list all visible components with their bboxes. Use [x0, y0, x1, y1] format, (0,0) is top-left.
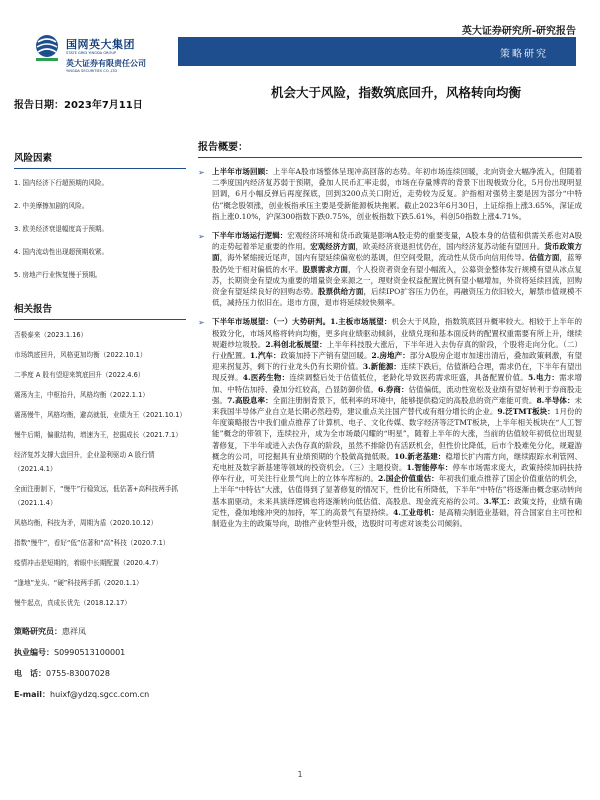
para-lead: 8.半导体： — [536, 395, 575, 405]
para-text: 年初我们重点推荐了国企价值重估的机会，上半年“中特估”大涨，估值得到了显著修复的情况下，性价比有所降低，下半年“中特估”将逐渐由概念驱动转向基本面驱动，未来具演绎逻辑也将逐渐转向低估值、高股息、现金流充裕的公司。 — [212, 474, 583, 506]
para-text: 宏观经济环境和货币政策是影响A股走势的重要变量，A股本身的估值和供需关系也对A股的走势起着举足重要的作用。 — [212, 231, 583, 252]
risk-item: 4. 国内流动性出现超预期收紧。 — [14, 248, 109, 256]
para-lead: 2.房地产： — [371, 351, 410, 361]
para-text: 是高精尖制造业基础，符合国家自主可控和制造业为主的政策导向，助推产业转型升级，选股时可考虑对该类公司倾斜。 — [212, 507, 582, 529]
analyst-phone-row — [14, 668, 186, 679]
analyst-name-label: 策略研究员： — [14, 627, 62, 636]
para-lead: 1.智能停车： — [406, 463, 453, 473]
related-item[interactable]: 震荡慢牛，风格均衡，避高就低，业绩为王（2021.10.1） — [14, 411, 187, 419]
risk-item: 2. 中美摩擦加剧的风险。 — [14, 202, 89, 210]
para-lead: 股票供给方面 — [318, 287, 364, 297]
risk-list — [14, 177, 186, 279]
analyst-email[interactable]: huixf@ydzq.sgcc.com.cn — [50, 690, 150, 699]
para-lead: 股票需求方面 — [302, 264, 348, 274]
para-lead: 3.新能源： — [362, 362, 401, 372]
para-lead: 2.科创北板展望： — [265, 339, 327, 349]
related-item[interactable]: 震荡为主，中枢抬升，风格均衡（2022.1.1） — [14, 391, 149, 399]
related-item[interactable]: 风格均衡，科技为矛，周期为盾（2020.10.12） — [14, 519, 158, 527]
analyst-name-row — [14, 626, 186, 637]
para-text: 部分A股房企退市加速出清后，叠加政策刺激，有望迎来拐复苏，剩下的行业龙头仍有长期价值。 — [212, 351, 582, 372]
logo-subsidiary: 英大证券有限责任公司 — [66, 59, 146, 68]
para-lead: 上半年市场回顾： — [212, 167, 273, 176]
para-text: 上半年A股市场整体呈现冲高回落的态势。年初市场连续回暖，北向资金大幅净流入，但随着二季度国内经济复苏弱于预期，叠加人民币汇率走弱，市场在存量博弈的背景下出现极致分化，5月份出现明显回调，6月小幅反弹后再度探底，回到3200点关口附近，走势较为反复。沪指相对强势主要是因为部分“中特估”概念股领涨，创业板指承压主要是受新能源板块拖累。截止2023年6月30日，上证综指上涨3.65%，深证成指上涨0.10%，沪深300指数下跌0.75%，创业板指数下跌5.61%，科创50指数上涨4.71%。 — [212, 167, 582, 221]
risk-item: 3. 欧美经济衰退幅度高于预期。 — [14, 225, 109, 233]
para-text: 连续调整后处于估值低位，老龄化导致医药需求旺盛，具备配置价值。 — [289, 373, 528, 383]
related-item[interactable]: 指数“慢牛”，看好“低”估著和“高”科技（2020.7.1） — [14, 539, 170, 547]
para-text: ，海外紧缩接近尾声，国内有望延续偏宽松的基调，但空间受限，流动性从货币向信用传导。 — [219, 253, 530, 263]
summary-section — [198, 138, 582, 537]
para-lead: 3.军工： — [483, 496, 515, 506]
logo-subsidiary-en: YINGDA SECURITIES CO.,LTD — [66, 69, 118, 73]
page-number: 1 — [297, 770, 303, 779]
triangle-bullet-icon: ➢ — [198, 232, 205, 242]
sidebar — [14, 150, 186, 710]
triangle-bullet-icon: ➢ — [198, 168, 205, 177]
para-lead: 2.国企价值重估： — [378, 474, 439, 484]
risk-heading: 风险因素 — [14, 150, 186, 169]
category-bar — [178, 37, 576, 66]
analyst-cert: S0990513100001 — [54, 648, 126, 657]
analyst-cert-row — [14, 647, 186, 658]
related-item[interactable]: 全面注册制下，“慢牛”行稳致远，低估著+高科技两手抓（2021.1.4） — [14, 485, 179, 507]
risk-item: 1. 国内经济下行超预期的风险。 — [14, 179, 109, 187]
analyst-name: 惠祥凤 — [62, 627, 86, 636]
analyst-email-label: E-mail： — [14, 690, 51, 699]
summary-paragraph-review — [198, 166, 582, 222]
logo-name-en: STATE GRID YINGDA GROUP — [66, 51, 117, 55]
related-item[interactable]: “逢地”龙头、“硬”科技两手抓（2020.1.1） — [14, 579, 143, 587]
para-text: 机会大于风险，指数筑底回升概率较大。相较于上半年的极致分化，市场风格将转向均衡，更多向业绩驱动倾斜，业绩兑现和基本面反转的配置权重需要有所上升，继续规避炒垃圾股。 — [212, 317, 582, 349]
related-item[interactable]: 市场筑底回升，风格更加均衡（2022.10.1） — [14, 351, 147, 359]
para-text: 稳增长扩内需方向，继续跟踪水利管网、充电桩及数字新基建等领域的投资机会。（三）主题投资。 — [212, 451, 582, 473]
report-title: 机会大于风险，指数筑底回升，风格转向均衡 — [271, 85, 522, 100]
para-lead: 9.泛TMT板块： — [497, 407, 555, 417]
para-lead: 1.汽车： — [249, 351, 281, 361]
related-item[interactable]: 二季度 A 股有望迎来筑底回升（2022.4.6） — [14, 371, 145, 379]
related-item[interactable]: 慢牛后期，偏重结构，增速为王，挖掘成长（2021.7.1） — [14, 431, 182, 439]
para-lead: 宏观经济方面 — [310, 242, 356, 252]
para-text: 上半年科技股大涨后，下半年进入去伪存真的阶段，个股将走向分化。（二）行业配置。 — [212, 339, 583, 361]
para-text: 停车市场需求庞大，政策持续加码扶持停车行业，可关注行业景气向上的立体车库标的。 — [212, 463, 582, 484]
para-text: 政策加持下产销有望回暖。 — [280, 351, 372, 361]
risk-item: 5. 房地产行业恢复慢于预期。 — [14, 271, 102, 279]
para-lead: 7.高股息率： — [227, 395, 273, 405]
para-text: 未来我国半导体产业自立是长期必然趋势，建议重点关注国产替代或有细分增长的企业。 — [212, 395, 582, 417]
para-lead: 货币政策方面 — [212, 242, 583, 263]
para-text: ，个人投资者资金有望小幅流入，公募资金整体发行规模有望从冰点复苏，长期资金有望成为重要的增量资金来源之一，理财资金权益配置比例有望小幅增加，外资将延续回流，回购资金有望延续良好的回购态势。 — [212, 264, 582, 297]
para-text: ，欧美经济衰退担忧仍在，国内经济复苏动能有望回升。 — [355, 242, 545, 252]
para-text: 全面注册制背景下，低利率的环境中，能够提供稳定的高股息的资产难能可贵。 — [272, 395, 537, 405]
analyst-email-row — [14, 689, 186, 700]
para-text: 需求增加、中特估加持、叠加分红较高，凸显防御价值。 — [212, 373, 582, 394]
company-logo — [34, 32, 194, 80]
globe-logo-icon — [34, 32, 60, 64]
category-label: 策略研究 — [500, 49, 548, 60]
para-lead: 估值方面 — [529, 253, 560, 263]
brand-title: 英大证券研究所-研究报告 — [461, 26, 576, 37]
analyst-phone: 0755-83007028 — [46, 669, 110, 678]
summary-heading: 报告概要： — [198, 138, 582, 158]
analyst-info — [14, 626, 186, 700]
para-text: ，后续IPO扩容压力仍在，再融资压力依旧较大，解禁市值规模不低，减持压力依旧在。退市方面，退市将延续较快频率。 — [212, 287, 583, 308]
para-text: ，蓝筹股仍处于相对偏低的水平。 — [212, 253, 583, 274]
logo-name: 国网英大集团 — [66, 38, 135, 51]
para-lead: 4.工业母机： — [393, 507, 439, 517]
summary-paragraph-outlook — [198, 316, 582, 529]
para-lead: 6.券商： — [378, 384, 409, 394]
para-lead: 5.电力： — [527, 373, 560, 383]
related-item[interactable]: 慢牛起点，真成长优先（2018.12.17） — [14, 599, 131, 607]
related-heading: 相关报告 — [14, 301, 186, 320]
report-date: 报告日期：2023年7月11日 — [14, 100, 143, 111]
related-item[interactable]: 疫情冲击是短期的，着眼中长期配置（2020.4.7） — [14, 559, 163, 567]
para-lead: 下半年市场展望：（一）大势研判。1.主板市场展望： — [212, 317, 392, 327]
para-text: 估值偏低，流动性宽松及业绩有望好转利于券商股走强。 — [212, 384, 583, 405]
para-text: 1月份的年度策略报告中我们重点推荐了计算机、电子、文化传媒、数字经济等泛TMT板块，上半年相关板块在“人工智能”概念的带领下，连续拉升，成为全市场最闪耀的“明星”，随着上半年的大涨，当前的估值较年初低位出现显著修复，下半年或进入去伪存真的阶段，虽然不排除仍有活跃机会，但性价比降低，后市个股难免分化，规避游概念的公司，可挖掘具有业绩预期的个股做高抛低吸。 — [212, 407, 583, 461]
para-text: 连续下跌后，估值渐趋合理，需求仍在，下半年有望出现反弹。 — [212, 362, 583, 383]
para-lead: 下半年市场运行逻辑： — [212, 231, 288, 241]
analyst-cert-label: 执业编号： — [14, 648, 54, 657]
related-item[interactable]: 经济复苏支撑大盘回升，企业盈利驱动 A 股行情（2021.4.1） — [14, 451, 155, 473]
summary-paragraph-logic — [198, 230, 582, 308]
related-list — [14, 328, 186, 610]
analyst-phone-label: 电 话： — [14, 669, 46, 678]
para-lead: 4.医药生物： — [242, 373, 290, 383]
para-lead: 10.新老基建： — [394, 451, 446, 461]
related-item[interactable]: 否极泰来（2023.1.16） — [14, 331, 88, 339]
para-text: 政策支持，业绩有确定性，叠加地缘冲突的加持，军工的高景气有望持续。 — [212, 496, 582, 517]
triangle-bullet-icon: ➢ — [198, 318, 205, 328]
